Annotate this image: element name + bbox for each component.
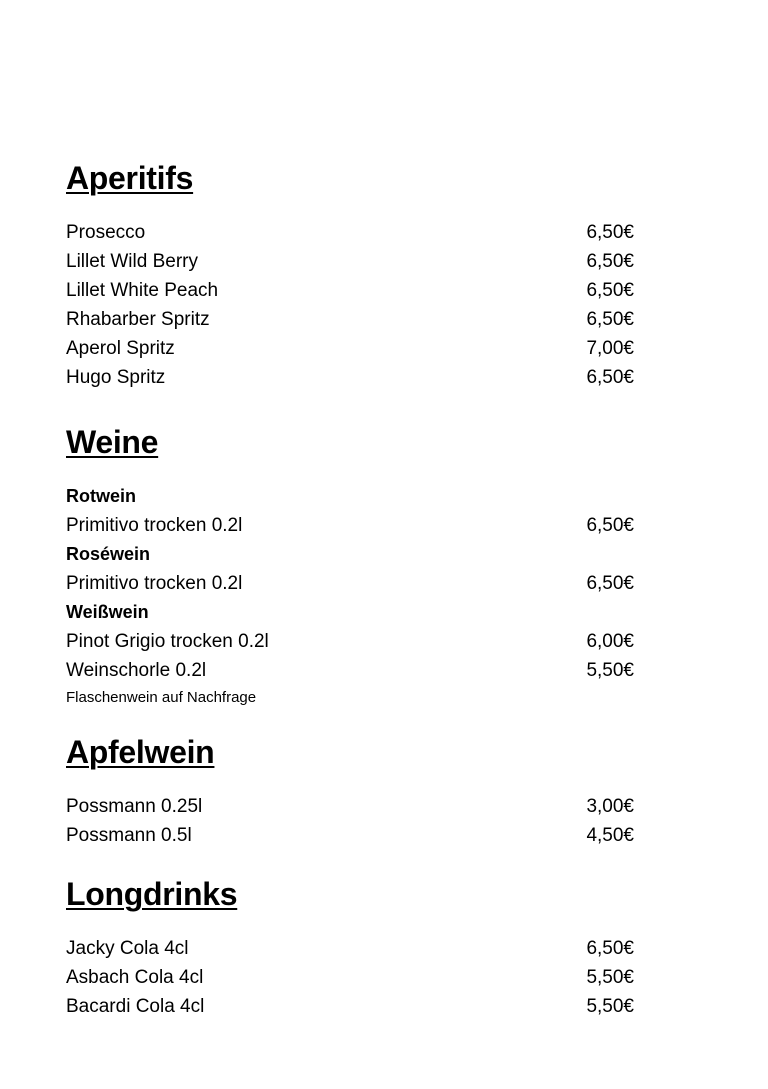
item-name: Possmann 0.5l [66,825,192,846]
subhead-rosewein: Roséwein [66,544,151,564]
item-name: Lillet White Peach [66,280,219,301]
item-price: 6,50€ [586,222,634,243]
bottle-wine-note: Flaschenwein auf Nachfrage [66,689,257,706]
item-price: 6,50€ [586,938,634,959]
section-apfelwein [66,732,636,772]
longdrinks-list [66,934,636,1021]
menu-item [66,963,636,992]
item-price: 5,50€ [586,660,634,681]
section-longdrinks [66,874,636,914]
section-title-weine: Weine [66,424,159,460]
item-name: Primitivo trocken 0.2l [66,515,243,536]
item-name: Jacky Cola 4cl [66,938,189,959]
menu-item [66,247,636,276]
item-name: Weinschorle 0.2l [66,660,207,681]
item-name: Lillet Wild Berry [66,251,198,272]
item-price: 6,50€ [586,280,634,301]
item-price: 6,50€ [586,309,634,330]
weine-list [66,482,636,711]
section-aperitifs [66,158,636,198]
menu-item [66,569,636,598]
item-name: Rhabarber Spritz [66,309,210,330]
item-price: 5,50€ [586,967,634,988]
item-price: 6,50€ [586,367,634,388]
section-title-aperitifs: Aperitifs [66,160,194,196]
item-name: Asbach Cola 4cl [66,967,204,988]
subhead-rotwein: Rotwein [66,486,136,506]
menu-item [66,305,636,334]
menu-item [66,656,636,685]
aperitifs-list [66,218,636,392]
item-price: 6,00€ [586,631,634,652]
item-name: Pinot Grigio trocken 0.2l [66,631,269,652]
menu-item [66,334,636,363]
apfelwein-list [66,792,636,850]
item-name: Bacardi Cola 4cl [66,996,205,1017]
item-name: Aperol Spritz [66,338,175,359]
menu-item [66,792,636,821]
section-title-apfelwein: Apfelwein [66,734,215,770]
item-name: Prosecco [66,222,146,243]
item-name: Hugo Spritz [66,367,166,388]
item-price: 6,50€ [586,515,634,536]
menu-item [66,627,636,656]
menu-item [66,821,636,850]
section-title-longdrinks: Longdrinks [66,876,238,912]
item-name: Primitivo trocken 0.2l [66,573,243,594]
menu-item [66,218,636,247]
menu-item [66,992,636,1021]
menu-item [66,276,636,305]
item-price: 5,50€ [586,996,634,1017]
menu-item [66,511,636,540]
item-price: 7,00€ [586,338,634,359]
subhead-weisswein: Weißwein [66,602,149,622]
item-price: 3,00€ [586,796,634,817]
section-weine [66,422,636,462]
item-name: Possmann 0.25l [66,796,203,817]
item-price: 4,50€ [586,825,634,846]
item-price: 6,50€ [586,573,634,594]
item-price: 6,50€ [586,251,634,272]
menu-item [66,934,636,963]
menu-item [66,363,636,392]
